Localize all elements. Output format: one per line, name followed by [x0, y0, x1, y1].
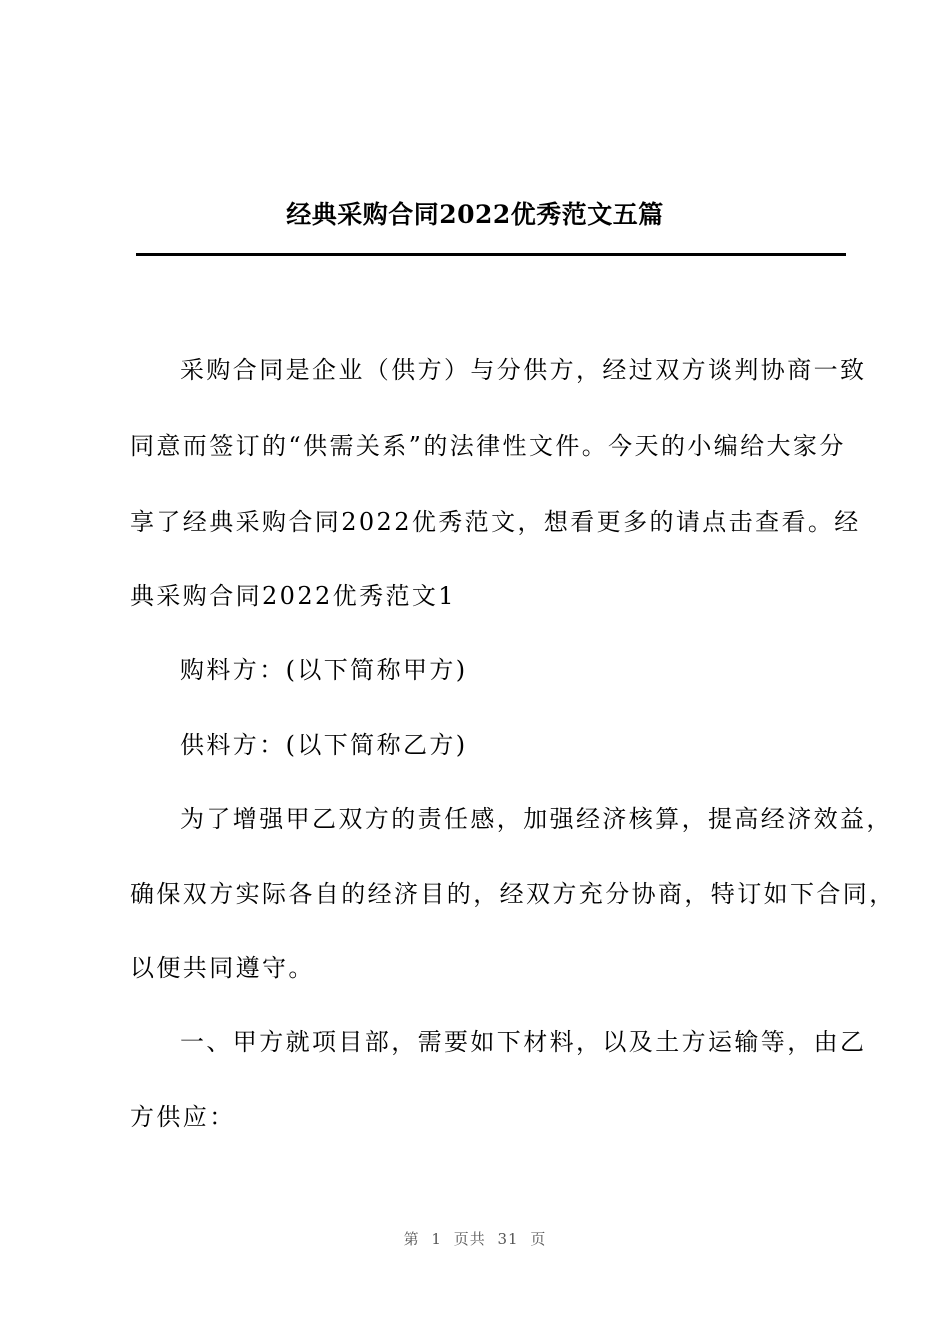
body-line: 供料方：(以下简称乙方)	[180, 731, 468, 759]
body-line: 方供应：	[130, 1103, 236, 1131]
page-number-footer: 第 1 页共 31 页	[403, 1230, 547, 1248]
body-line: 以便共同遵守。	[130, 954, 315, 982]
body-line: 享了经典采购合同2022优秀范文，想看更多的请点击查看。经	[130, 508, 861, 536]
title-underline	[136, 253, 846, 256]
body-line: 采购合同是企业（供方）与分供方，经过双方谈判协商一致	[180, 356, 867, 384]
body-line: 典采购合同2022优秀范文1	[130, 582, 456, 610]
body-line: 购料方：(以下简称甲方)	[180, 656, 468, 684]
body-line: 一、甲方就项目部，需要如下材料，以及土方运输等，由乙	[180, 1028, 867, 1056]
body-line: 确保双方实际各自的经济目的，经双方充分协商，特订如下合同，	[130, 880, 896, 908]
body-line: 为了增强甲乙双方的责任感，加强经济核算，提高经济效益，	[180, 805, 893, 833]
document-title: 经典采购合同2022优秀范文五篇	[286, 200, 664, 229]
body-line: 同意而签订的“供需关系”的法律性文件。今天的小编给大家分	[130, 432, 846, 460]
